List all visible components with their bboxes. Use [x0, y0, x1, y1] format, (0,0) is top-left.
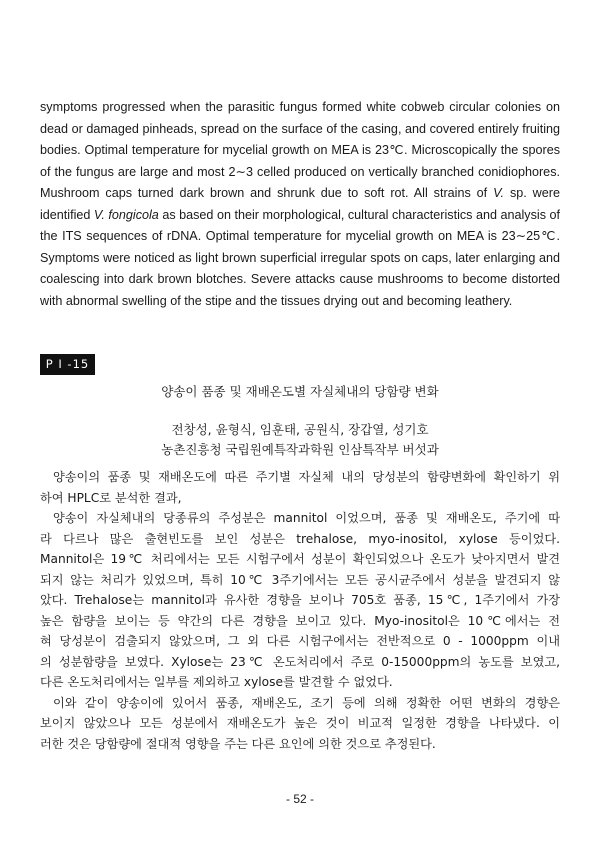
text-line: 러한 것은 당함량에 절대적 영향을 주는 다른 요인에 의한 것으로 추정된다. [40, 736, 436, 751]
text-line: 았다. Trehalose는 mannitol과 유사한 경향을 보이나 705호 품종, 15℃, 1주기에서 가장 [40, 593, 560, 607]
paragraph-text: sp. were identified [40, 186, 560, 222]
author-list: 전창성, 윤형식, 임훈태, 공원식, 장갑열, 성기호 [171, 422, 429, 437]
text-line: 라 다르나 많은 출현빈도를 보인 성분은 trehalose, myo-inositol, xylose 등이었다. [40, 531, 560, 546]
text-line: 다른 온도처리에서는 일부를 제외하고 xylose를 발견할 수 없었다. [40, 675, 393, 689]
text-line: 하여 HPLC로 분석한 결과, [40, 490, 182, 505]
abstract-paragraph [40, 508, 560, 693]
text-line: 높은 함량을 보이는 등 약간의 다른 경향을 보이고 있다. Myo-inositol은 10℃에서는 전 [40, 613, 560, 628]
species-name: V. fongicola [93, 207, 159, 222]
paragraph-text: symptoms progressed when the parasitic fungus formed white cobweb circular colonies on dead or damaged pinheads, spread on the surface of the casing, and covered entirely fruiting bodies. Optimal temperature for mycelial growth on MEA is 23℃. Microscopically the spores of the fungus are large and most 2∼3 celled produced on vertically branched conidiophores. Mushroom caps turned dark brown and shrunk due to soft rot. All strains of [40, 100, 560, 200]
text-line: Mannitol은 19℃ 처리에서는 모든 시험구에서 성분이 확인되었으나 온도가 낮아지면서 발견 [40, 552, 560, 566]
text-line: 이와 같이 양송이에 있어서 품종, 재배온도, 조기 등에 의해 정확한 어떤 변화의 경향은 [53, 695, 560, 710]
text-line: 의 성분함량을 보였다. Xylose는 23℃ 온도처리에서 주로 0-15000ppm의 농도를 보였고, [40, 654, 560, 669]
paragraph-text: as based on their morphological, cultural characteristics and analysis of the ITS sequences of rDNA. Optimal temperature for mycelial growth on MEA is 23∼25℃. Symptoms were noticed as light brown superficial irregular spots on caps, later enlarging and coalescing into dark brown blotches. Severe attacks cause mushrooms to become distorted with abnormal swelling of the stipe and the tissues drying out and becoming leathery. [40, 207, 560, 308]
page-number: - 52 - [285, 792, 314, 806]
english-abstract-paragraph [40, 97, 560, 312]
korean-abstract-body [40, 467, 560, 754]
text-line: 되지 않는 처리가 있었으며, 특히 10℃ 3주기에서는 모든 공시균주에서 성분을 발견되지 않 [40, 572, 560, 587]
abstract-id-tag: P I -15 [40, 354, 95, 375]
text-line: 양송이 자실체내의 당종류의 주성분은 mannitol 이었으며, 품종 및 재배온도, 주기에 따 [53, 511, 560, 525]
abstract-title: 양송이 품종 및 재배온도별 자실체내의 당함량 변화 [161, 384, 439, 399]
abstract-paragraph [40, 693, 560, 755]
text-line: 보이지 않았으나 모든 성분에서 재배온도가 높은 것이 비교적 일정한 경향을 나타냈다. 이 [40, 716, 560, 730]
abstract-paragraph [40, 467, 560, 508]
species-name: V. [493, 186, 505, 200]
text-line: 혀 당성분이 검출되지 않았으며, 그 외 다른 시험구에서는 전반적으로 0 - 1000ppm 이내 [40, 634, 560, 648]
affiliation: 농촌진흥청 국립원예특작과학원 인삼특작부 버섯과 [161, 442, 439, 457]
text-line: 양송이의 품종 및 재배온도에 따른 주기별 자실체 내의 당성분의 함량변화에 확인하기 위 [53, 470, 560, 484]
